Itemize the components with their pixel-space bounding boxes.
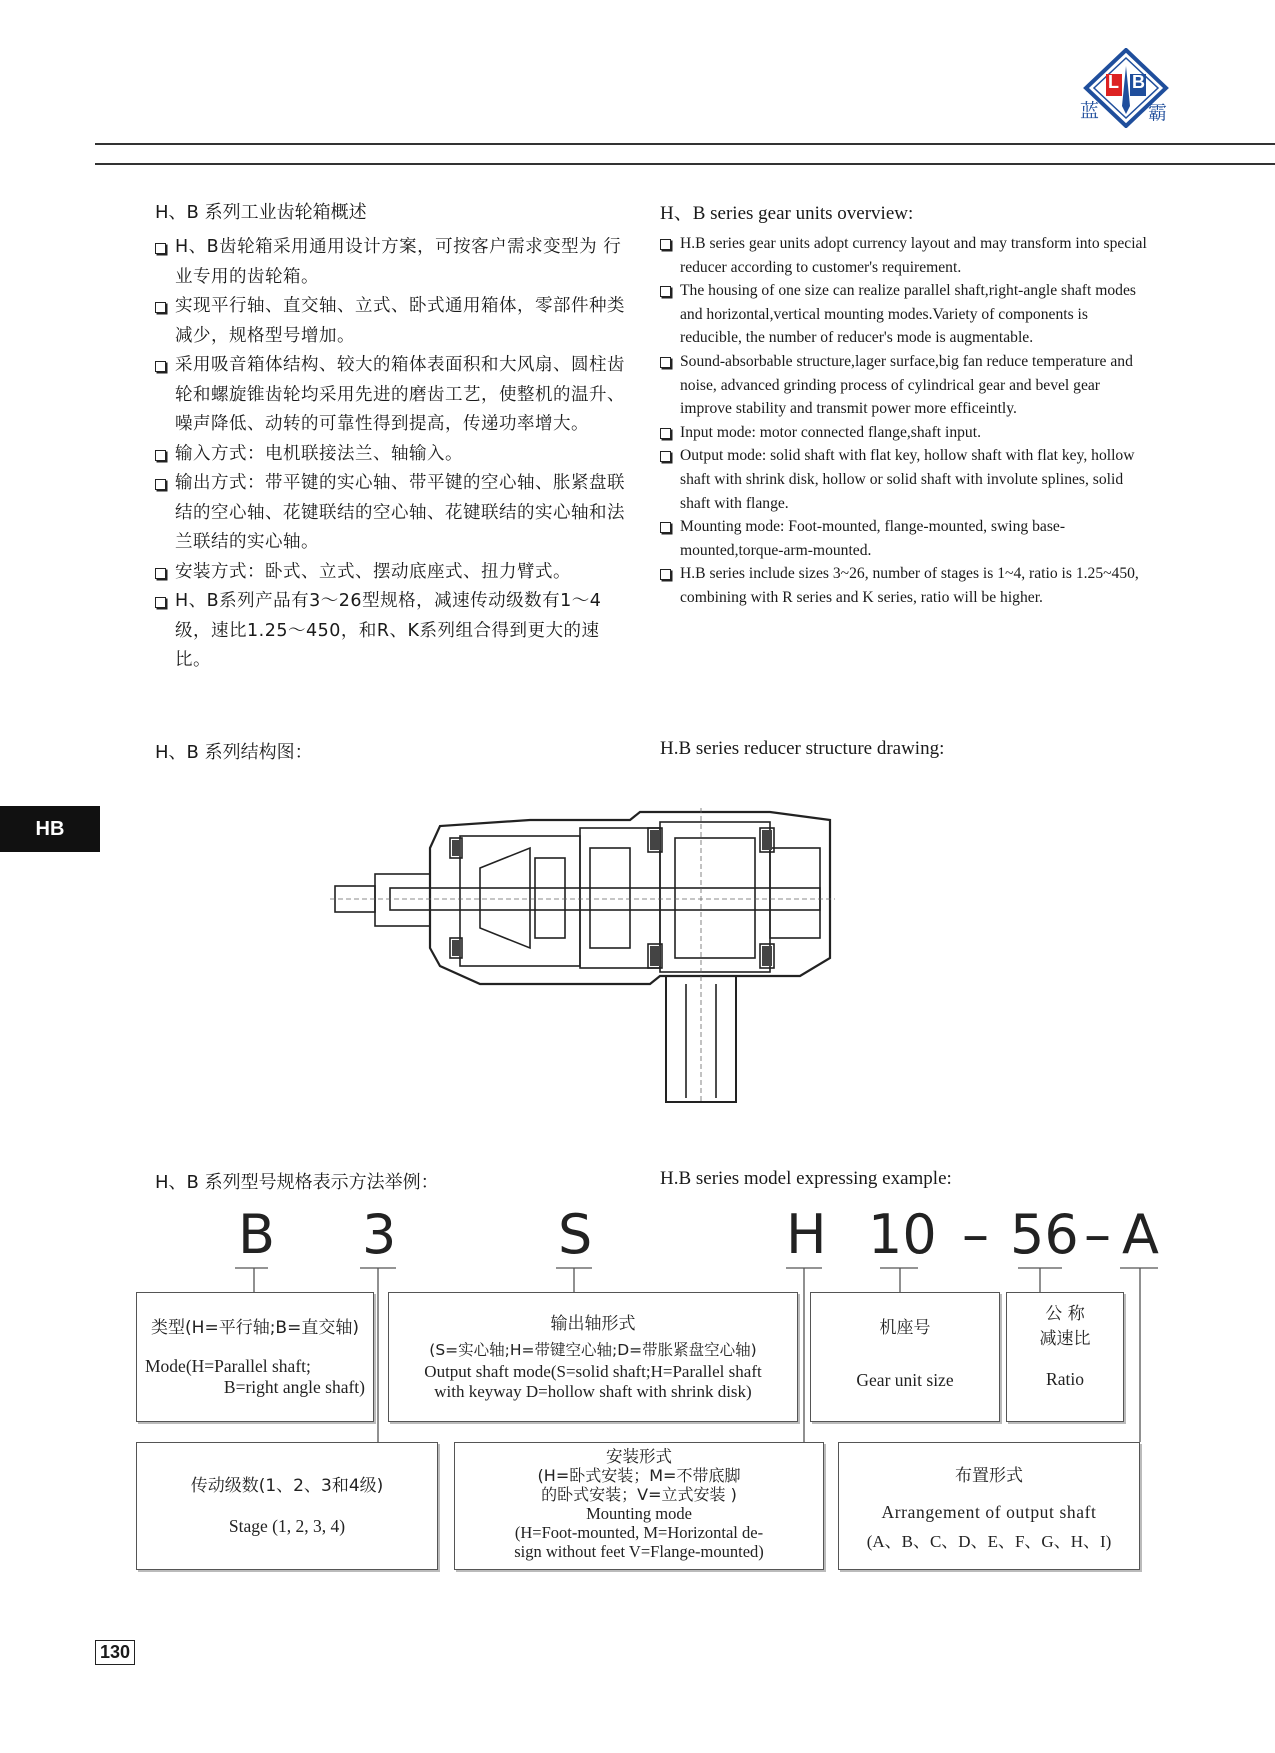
ratio-label-cn-2: 减速比 [1039, 1329, 1091, 1349]
type-box [136, 1292, 374, 1422]
overview-title-en: H、B series gear units overview: [660, 203, 914, 224]
gearbox-structure-drawing [330, 808, 840, 1104]
brand-name-1: 蓝 [1080, 100, 1100, 122]
type-label-en-1: Mode(H=Parallel shaft; [145, 1356, 311, 1376]
overview-title-cn: H、B 系列工业齿轮箱概述 [155, 202, 367, 223]
stage-label-cn: 传动级数(1、2、3和4级) [190, 1476, 384, 1496]
type-label-cn: 类型(H=平行轴;B=直交轴) [151, 1318, 359, 1338]
overview-list-cn [155, 233, 625, 676]
gear-unit-size-box [810, 1292, 1000, 1422]
mounting-label-en-2: sign without feet V=Flange-mounted) [514, 1542, 764, 1561]
list-item: 实现平行轴、直交轴、立式、卧式通用箱体，零部件种类减少，规格型号增加。 [155, 292, 625, 351]
header-rule-top [95, 143, 1275, 145]
output-label-cn: (S=实心轴;H=带键空心轴;D=带胀紧盘空心轴) [429, 1341, 757, 1359]
checkbox-bullet-icon [155, 361, 166, 372]
mounting-title: 安装形式 [606, 1447, 672, 1466]
code-stage: 3 [362, 1203, 397, 1266]
mounting-mode-box [454, 1442, 824, 1570]
code-mounting: H [786, 1203, 827, 1266]
checkbox-bullet-icon [155, 302, 166, 313]
list-item: Input mode: motor connected flange,shaft input. [660, 421, 1150, 445]
ratio-label-cn-1: 公 称 [1045, 1304, 1085, 1324]
code-output: S [558, 1203, 593, 1266]
stage-label-en: Stage (1, 2, 3, 4) [228, 1516, 346, 1536]
code-arrangement: A [1122, 1203, 1159, 1266]
code-ratio: 56 [1010, 1203, 1079, 1266]
mounting-label-en-0: Mounting mode [586, 1504, 692, 1523]
list-item: Output mode: solid shaft with flat key, hollow shaft with flat key, hollow shaft with shrink disk, hollow or solid shaft with involute splines, solid shaft with flange. [660, 444, 1150, 515]
checkbox-bullet-icon [660, 428, 671, 439]
list-item: Sound-absorbable structure,lager surface,big fan reduce temperature and noise, advanced grinding process of cylindrical gear and bevel gear improve stability and transmit power more efficeintly. [660, 350, 1150, 421]
ratio-box [1006, 1292, 1124, 1422]
ratio-label-en: Ratio [1046, 1369, 1084, 1389]
output-shaft-box [388, 1292, 798, 1422]
size-label-en: Gear unit size [856, 1370, 954, 1390]
checkbox-bullet-icon [155, 479, 166, 490]
output-label-en-2: with keyway D=hollow shaft with shrink disk) [434, 1382, 752, 1401]
code-type: B [238, 1203, 276, 1266]
logo-letter-b: B [1132, 72, 1145, 92]
checkbox-bullet-icon [155, 597, 166, 608]
list-item: 输入方式：电机联接法兰、轴输入。 [155, 440, 625, 470]
page-number: 130 [95, 1640, 135, 1665]
mounting-label-cn-1: (H=卧式安装；M=不带底脚 [537, 1466, 741, 1485]
logo-letter-l: L [1108, 72, 1119, 92]
list-item: 采用吸音箱体结构、较大的箱体表面积和大风扇、圆柱齿轮和螺旋锥齿轮均采用先进的磨齿工艺，使整机的温升、噪声降低、动转的可靠性得到提高，传递功率增大。 [155, 351, 625, 440]
list-item: H、B系列产品有3～26型规格，减速传动级数有1～4级，速比1.25～450，和R、K系列组合得到更大的速比。 [155, 587, 625, 676]
arrangement-label-en-2: (A、B、C、D、E、F、G、H、I) [866, 1532, 1112, 1551]
structure-title-cn: H、B 系列结构图： [155, 742, 313, 763]
checkbox-bullet-icon [155, 450, 166, 461]
checkbox-bullet-icon [660, 569, 671, 580]
checkbox-bullet-icon [155, 568, 166, 579]
side-section-tab: HB [0, 806, 100, 852]
code-dash-2: – [1084, 1203, 1111, 1266]
list-item: H.B series gear units adopt currency layout and may transform into special reducer according to customer's requirement. [660, 232, 1150, 279]
list-item: 安装方式：卧式、立式、摆动底座式、扭力臂式。 [155, 558, 625, 588]
list-item: H、B齿轮箱采用通用设计方案，可按客户需求变型为 行业专用的齿轮箱。 [155, 233, 625, 292]
mounting-label-en-1: (H=Foot-mounted, M=Horizontal de- [514, 1523, 764, 1542]
checkbox-bullet-icon [660, 451, 671, 462]
header-rule-bottom [95, 163, 1275, 165]
brand-name-2: 霸 [1148, 102, 1168, 124]
checkbox-bullet-icon [660, 239, 671, 250]
checkbox-bullet-icon [155, 243, 166, 254]
stage-box [136, 1442, 438, 1570]
overview-list-en [660, 232, 1150, 610]
output-title: 输出轴形式 [550, 1314, 636, 1334]
checkbox-bullet-icon [660, 286, 671, 297]
arrangement-box [838, 1442, 1140, 1570]
checkbox-bullet-icon [660, 522, 671, 533]
output-label-en-1: Output shaft mode(S=solid shaft;H=Parallel shaft [424, 1362, 762, 1381]
code-size: 10 [868, 1203, 937, 1266]
type-label-en-2: B=right angle shaft) [223, 1377, 365, 1397]
size-label-cn: 机座号 [879, 1318, 931, 1338]
mounting-label-cn-2: 的卧式安装；V=立式安装 ) [541, 1485, 737, 1504]
list-item: Mounting mode: Foot-mounted, flange-mounted, swing base-mounted,torque-arm-mounted. [660, 515, 1150, 562]
list-item: 输出方式：带平键的实心轴、带平键的空心轴、胀紧盘联结的空心轴、花键联结的空心轴、花键联结的实心轴和法兰联结的实心轴。 [155, 469, 625, 558]
checkbox-bullet-icon [660, 357, 671, 368]
model-title-en: H.B series model expressing example: [660, 1168, 952, 1189]
arrangement-label-en-1: Arrangement of output shaft [881, 1502, 1097, 1522]
structure-title-en: H.B series reducer structure drawing: [660, 738, 945, 759]
model-title-cn: H、B 系列型号规格表示方法举例： [155, 1172, 439, 1193]
arrangement-label-cn: 布置形式 [955, 1466, 1023, 1486]
code-dash-1: – [962, 1203, 989, 1266]
list-item: The housing of one size can realize parallel shaft,right-angle shaft modes and horizontal,vertical mounting modes.Variety of components is reducible, the number of reducer's mode is augmentable. [660, 279, 1150, 350]
list-item: H.B series include sizes 3~26, number of stages is 1~4, ratio is 1.25~450, combining with R series and K series, ratio will be higher. [660, 562, 1150, 609]
